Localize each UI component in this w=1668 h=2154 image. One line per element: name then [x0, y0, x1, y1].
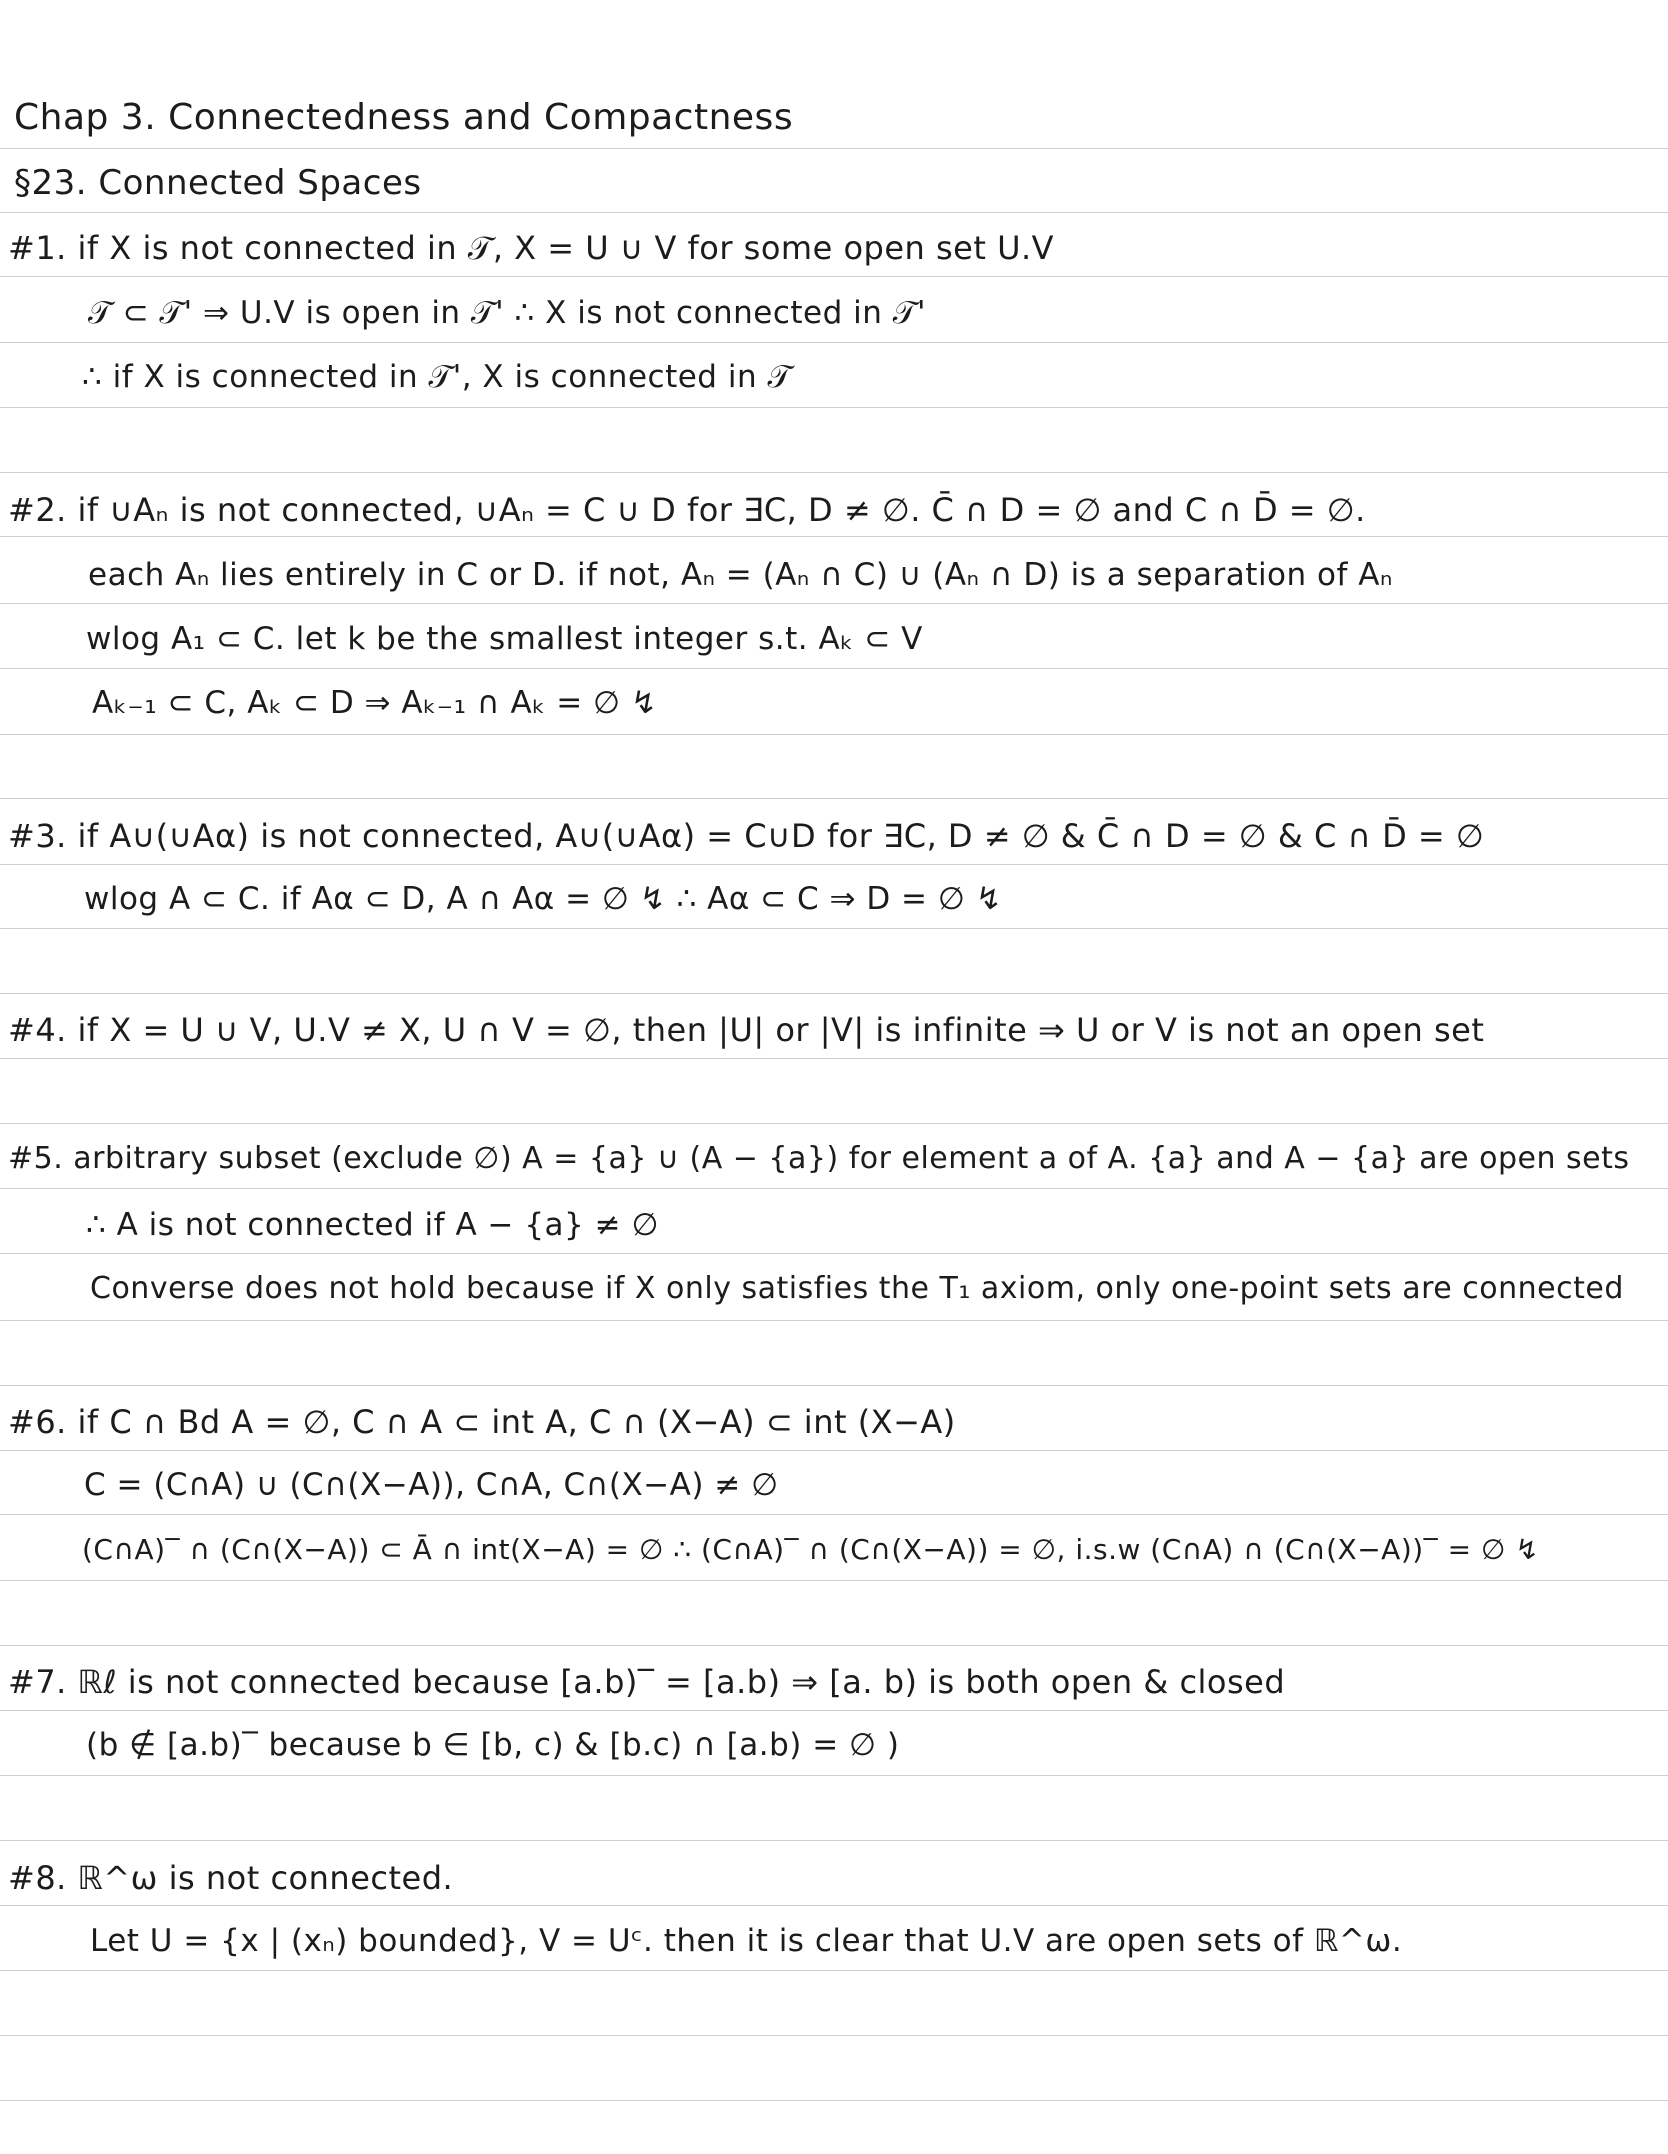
problem-1-line-3: ∴ if X is connected in 𝒯', X is connected in 𝒯 — [82, 359, 792, 395]
ruled-line — [0, 1385, 1668, 1386]
section-title: §23. Connected Spaces — [14, 163, 422, 203]
problem-2-line-1: #2. if ∪Aₙ is not connected, ∪Aₙ = C ∪ D for ∃C, D ≠ ∅. C̄ ∩ D = ∅ and C ∩ D̄ = ∅. — [8, 491, 1366, 529]
problem-2-line-4: Aₖ₋₁ ⊂ C, Aₖ ⊂ D ⇒ Aₖ₋₁ ∩ Aₖ = ∅ ↯ — [92, 685, 658, 721]
problem-1-line-1: #1. if X is not connected in 𝒯, X = U ∪ V for some open set U.V — [8, 229, 1055, 267]
ruled-line — [0, 734, 1668, 735]
ruled-line — [0, 342, 1668, 343]
ruled-line — [0, 1514, 1668, 1515]
ruled-line — [0, 2035, 1668, 2036]
ruled-line — [0, 1905, 1668, 1906]
ruled-line — [0, 536, 1668, 537]
ruled-line — [0, 1645, 1668, 1646]
problem-4-line-1: #4. if X = U ∪ V, U.V ≠ X, U ∩ V = ∅, then |U| or |V| is infinite ⇒ U or V is not an open set — [8, 1011, 1485, 1049]
ruled-line — [0, 864, 1668, 865]
ruled-line — [0, 1450, 1668, 1451]
ruled-line — [0, 798, 1668, 799]
ruled-line — [0, 276, 1668, 277]
ruled-line — [0, 407, 1668, 408]
ruled-line — [0, 1775, 1668, 1776]
ruled-line — [0, 212, 1668, 213]
ruled-line — [0, 603, 1668, 604]
problem-3-line-2: wlog A ⊂ C. if Aα ⊂ D, A ∩ Aα = ∅ ↯ ∴ Aα ⊂ C ⇒ D = ∅ ↯ — [84, 881, 1003, 917]
chapter-title: Chap 3. Connectedness and Compactness — [14, 97, 794, 138]
ruled-line — [0, 148, 1668, 149]
ruled-line — [0, 472, 1668, 473]
ruled-line — [0, 1188, 1668, 1189]
ruled-line — [0, 1970, 1668, 1971]
problem-1-line-2: 𝒯 ⊂ 𝒯' ⇒ U.V is open in 𝒯' ∴ X is not connected in 𝒯' — [88, 295, 927, 331]
ruled-line — [0, 1580, 1668, 1581]
ruled-line — [0, 1840, 1668, 1841]
problem-5-line-3: Converse does not hold because if X only satisfies the T₁ axiom, only one-point sets are connected — [90, 1271, 1624, 1306]
problem-8-line-2: Let U = {x | (xₙ) bounded}, V = Uᶜ. then it is clear that U.V are open sets of ℝ^ω. — [90, 1923, 1403, 1959]
ruled-line — [0, 668, 1668, 669]
problem-5-line-2: ∴ A is not connected if A − {a} ≠ ∅ — [86, 1207, 659, 1243]
problem-6-line-1: #6. if C ∩ Bd A = ∅, C ∩ A ⊂ int A, C ∩ (X−A) ⊂ int (X−A) — [8, 1403, 956, 1441]
ruled-line — [0, 1320, 1668, 1321]
problem-2-line-2: each Aₙ lies entirely in C or D. if not, Aₙ = (Aₙ ∩ C) ∪ (Aₙ ∩ D) is a separation of Aₙ — [88, 557, 1393, 593]
problem-8-line-1: #8. ℝ^ω is not connected. — [8, 1859, 454, 1897]
problem-7-line-2: (b ∉ [a.b)‾ because b ∈ [b, c) & [b.c) ∩ [a.b) = ∅ ) — [86, 1727, 900, 1763]
ruled-line — [0, 2100, 1668, 2101]
problem-3-line-1: #3. if A∪(∪Aα) is not connected, A∪(∪Aα) = C∪D for ∃C, D ≠ ∅ & C̄ ∩ D = ∅ & C ∩ D̄ = ∅ — [8, 817, 1485, 855]
ruled-line — [0, 1253, 1668, 1254]
problem-6-line-3: (C∩A)‾ ∩ (C∩(X−A)) ⊂ Ā ∩ int(X−A) = ∅ ∴ (C∩A)‾ ∩ (C∩(X−A)) = ∅, i.s.w (C∩A) ∩ (C∩(X−A))‾ = ∅ ↯ — [82, 1533, 1540, 1566]
problem-6-line-2: C = (C∩A) ∪ (C∩(X−A)), C∩A, C∩(X−A) ≠ ∅ — [84, 1467, 779, 1503]
problem-2-line-3: wlog A₁ ⊂ C. let k be the smallest integer s.t. Aₖ ⊂ V — [86, 621, 923, 657]
problem-5-line-1: #5. arbitrary subset (exclude ∅) A = {a} ∪ (A − {a}) for element a of A. {a} and A − {a} are open sets — [8, 1141, 1630, 1176]
ruled-line — [0, 993, 1668, 994]
ruled-line — [0, 1058, 1668, 1059]
ruled-line — [0, 928, 1668, 929]
ruled-line — [0, 1710, 1668, 1711]
ruled-line — [0, 1123, 1668, 1124]
problem-7-line-1: #7. ℝℓ is not connected because [a.b)‾ = [a.b) ⇒ [a. b) is both open & closed — [8, 1663, 1286, 1701]
